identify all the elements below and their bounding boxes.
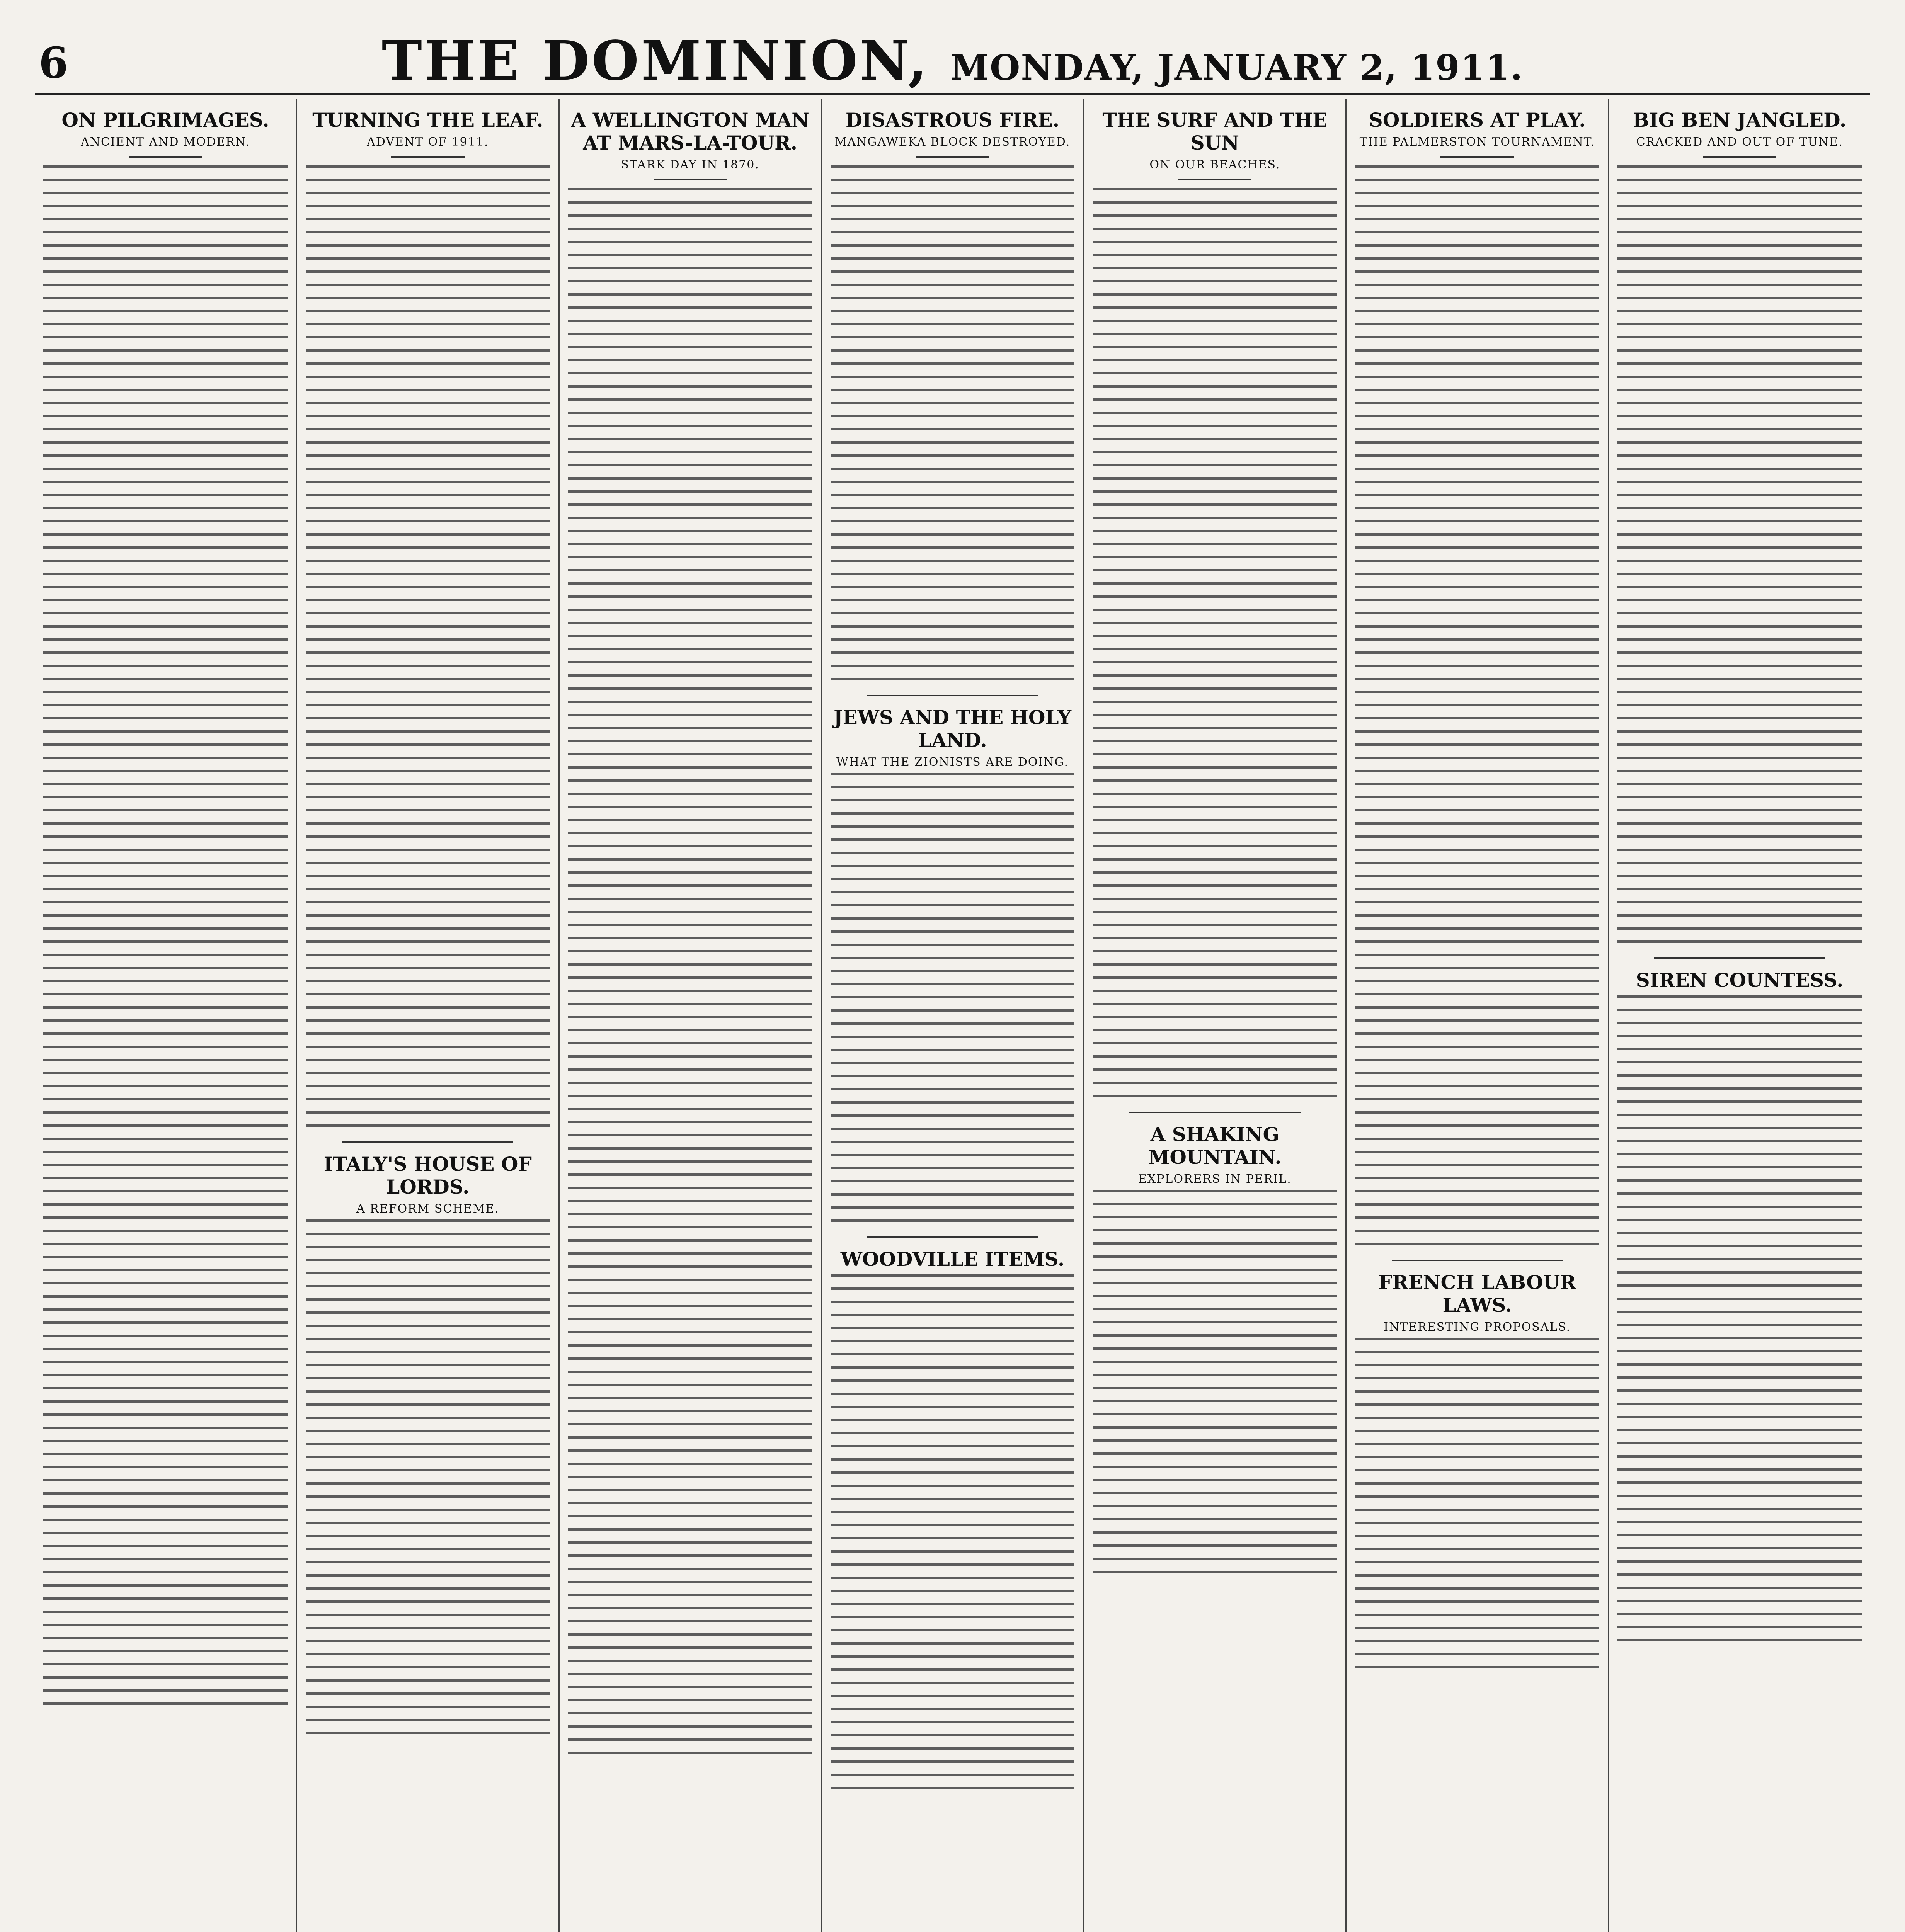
subhead: CRACKED AND OUT OF TUNE.: [1636, 135, 1843, 149]
rule: [867, 1236, 1038, 1238]
headline: SOLDIERS AT PLAY.: [1369, 109, 1586, 131]
rule: [1440, 156, 1514, 158]
column-6: [1347, 99, 1609, 1932]
body-text: [1617, 165, 1862, 950]
column-7: [1609, 99, 1870, 1932]
subhead: ADVENT OF 1911.: [367, 135, 489, 149]
column-1: [35, 99, 297, 1932]
headline: THE SURF AND THE SUN: [1102, 109, 1328, 154]
columns: [35, 99, 1870, 1932]
rule: [129, 156, 202, 158]
rule: [1178, 179, 1252, 180]
subhead: A REFORM SCHEME.: [356, 1202, 499, 1216]
headline: WOODVILLE ITEMS.: [840, 1248, 1065, 1270]
paper-title: THE DOMINION,: [381, 29, 930, 93]
rule: [1129, 1112, 1300, 1113]
rule: [391, 156, 465, 158]
rule: [654, 179, 727, 180]
masthead: [35, 27, 1870, 95]
subhead: THE PALMERSTON TOURNAMENT.: [1359, 135, 1595, 149]
page-number: 6: [39, 38, 68, 88]
rule: [1392, 1260, 1563, 1261]
headline: DISASTROUS FIRE.: [845, 109, 1060, 131]
column-3: [560, 99, 822, 1932]
body-text: [1355, 165, 1599, 1252]
headline: TURNING THE LEAF.: [312, 109, 543, 131]
body-text: [831, 1274, 1075, 1796]
body-text: [568, 188, 812, 1761]
subhead: INTERESTING PROPOSALS.: [1384, 1320, 1571, 1334]
headline: FRENCH LABOUR LAWS.: [1378, 1271, 1576, 1316]
subhead: MANGAWEKA BLOCK DESTROYED.: [834, 135, 1071, 149]
column-5: [1084, 99, 1347, 1932]
headline: BIG BEN JANGLED.: [1633, 109, 1847, 131]
column-2: [297, 99, 560, 1932]
body-text: [306, 165, 550, 1134]
body-text: [43, 165, 288, 1932]
column-4: [822, 99, 1084, 1932]
rule: [867, 695, 1038, 696]
body-text: [1355, 1338, 1599, 1675]
rule: [1703, 156, 1776, 158]
headline: ITALY'S HOUSE OF LORDS.: [323, 1153, 532, 1198]
subhead: STARK DAY IN 1870.: [621, 158, 759, 172]
body-text: [1093, 1190, 1337, 1580]
headline: A SHAKING MOUNTAIN.: [1148, 1123, 1282, 1168]
headline: SIREN COUNTESS.: [1636, 969, 1844, 992]
body-text: [306, 1219, 550, 1741]
rule: [342, 1141, 513, 1143]
headline: A WELLINGTON MAN AT MARS-LA-TOUR.: [571, 109, 809, 154]
headline: JEWS AND THE HOLY LAND.: [833, 706, 1072, 752]
issue-date: MONDAY, JANUARY 2, 1911.: [950, 47, 1524, 88]
subhead: ANCIENT AND MODERN.: [81, 135, 250, 149]
rule: [1654, 957, 1825, 959]
subhead: ON OUR BEACHES.: [1149, 158, 1280, 172]
masthead-title: [35, 29, 1870, 93]
subhead: WHAT THE ZIONISTS ARE DOING.: [836, 755, 1069, 769]
body-text: [831, 165, 1075, 687]
rule: [916, 156, 989, 158]
body-text: [1093, 188, 1337, 1104]
body-text: [831, 773, 1075, 1229]
headline: ON PILGRIMAGES.: [61, 109, 269, 131]
subhead: EXPLORERS IN PERIL.: [1138, 1172, 1292, 1186]
body-text: [1617, 995, 1862, 1648]
